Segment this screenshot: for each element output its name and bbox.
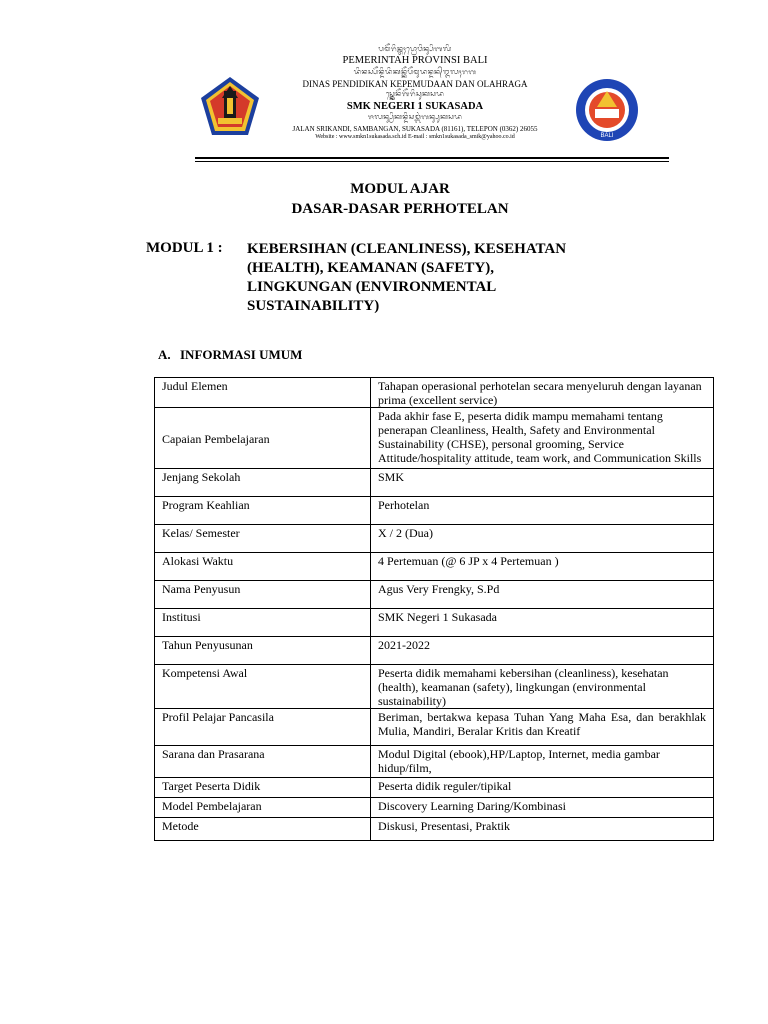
row-label: Jenjang Sekolah	[155, 469, 371, 497]
row-label: Kompetensi Awal	[155, 665, 371, 709]
table-row	[155, 525, 714, 553]
letterhead-rule	[195, 161, 669, 162]
modul-label: MODUL 1 :	[146, 240, 223, 256]
school-name: SMK NEGERI 1 SUKASADA	[346, 100, 484, 112]
row-label: Metode	[155, 818, 371, 841]
table-row	[155, 637, 714, 665]
modul-title-line: (HEALTH), KEAMANAN (SAFETY),	[247, 260, 494, 277]
table-row	[155, 581, 714, 609]
table-row	[155, 709, 714, 746]
letterhead-rule	[195, 157, 669, 159]
table-row	[155, 746, 714, 778]
row-label: Institusi	[155, 609, 371, 637]
table-row	[155, 778, 714, 798]
section-heading	[158, 347, 302, 363]
bali-province-emblem-logo	[200, 76, 260, 136]
modul-title-line: LINGKUNGAN (ENVIRONMENTAL	[247, 279, 497, 296]
table-row	[155, 818, 714, 841]
school-logo-text: BALI	[600, 133, 614, 139]
modul-title-line: KEBERSIHAN (CLEANLINESS), KESEHATAN	[247, 241, 567, 257]
row-label: Nama Penyusun	[155, 581, 371, 609]
row-label: Model Pembelajaran	[155, 798, 371, 818]
modul-title-line: SUSTAINABILITY)	[247, 298, 380, 315]
balinese-script-line: ᬚᬮᬦ᭄ᬲ᭄ᬭᬶᬓᬦ᭄ᬤᬶᬲᬫ᭄ᬩᬂᬕᬦ᭄ᬲᬸᬓᬲᬤ	[367, 113, 463, 121]
row-value: X / 2 (Dua)	[371, 525, 714, 553]
school-logo	[573, 77, 641, 143]
table-row	[155, 408, 714, 469]
section-title: INFORMASI UMUM	[180, 347, 303, 362]
section-letter: A.	[158, 347, 171, 362]
row-label: Program Keahlian	[155, 497, 371, 525]
row-value: Pada akhir fase E, peserta didik mampu memahami tentang penerapan Cleanliness, Health, Safety and Environmental Sustainability (CHSE), personal grooming, Service Attitude/hospitality attitude, team work, and Communication Skills	[371, 408, 714, 469]
row-value: Diskusi, Presentasi, Praktik	[371, 818, 714, 841]
table-row	[155, 665, 714, 709]
row-label: Alokasi Waktu	[155, 553, 371, 581]
row-value: 4 Pertemuan (@ 6 JP x 4 Pertemuan )	[371, 553, 714, 581]
document-subtitle: DASAR-DASAR PERHOTELAN	[291, 201, 509, 217]
table-row	[155, 553, 714, 581]
balinese-script-line: ᬲ᭄ᬫ᭄ᬓᬾᬦᭂᬕᭂᬭᬶᬲᬸᬓᬲᬤ	[385, 89, 445, 98]
row-label: Capaian Pembelajaran	[155, 408, 371, 469]
document-title: MODUL AJAR	[350, 181, 450, 197]
row-value: Tahapan operasional perhotelan secara menyeluruh dengan layanan prima (excellent service)	[371, 378, 714, 408]
row-label: Sarana dan Prasarana	[155, 746, 371, 778]
government-name: PEMERINTAH PROVINSI BALI	[342, 55, 488, 66]
table-row	[155, 497, 714, 525]
general-information-table	[154, 377, 714, 841]
school-website-email: Website : www.smkn1sukasada.sch.id E-mail : smkn1sukasada_smik@yahoo.co.id	[315, 134, 515, 140]
row-value: Perhotelan	[371, 497, 714, 525]
row-value: Beriman, bertakwa kepasa Tuhan Yang Maha Esa, dan berakhlak Mulia, Mandiri, Beralar Kritis dan Kreatif	[371, 709, 714, 746]
table-row	[155, 609, 714, 637]
letterhead	[195, 44, 669, 164]
row-value: SMK	[371, 469, 714, 497]
row-value: Agus Very Frengky, S.Pd	[371, 581, 714, 609]
row-value: Peserta didik reguler/tipikal	[371, 778, 714, 798]
modul-title	[247, 240, 566, 316]
balinese-script-line: ᬤᬶᬦᬲ᭄ᬧᭂᬦ᭄ᬤᬶᬤᬶᬓᬦ᭄ᬓᭂᬧᭂᬫᬸᬤᬦ᭄ᬤᬦ᭄ᬑᬮᬄᬭᬕ	[353, 67, 477, 76]
row-value: 2021-2022	[371, 637, 714, 665]
row-value: Peserta didik memahami kebersihan (cleanliness), kesehatan (health), keamanan (safety), lingkungan (environmental sustainability)	[371, 665, 714, 709]
row-label: Tahun Penyusunan	[155, 637, 371, 665]
table-row	[155, 378, 714, 408]
school-address: JALAN SRIKANDI, SAMBANGAN, SUKASADA (81161), TELEPON (0362) 26055	[292, 125, 538, 133]
row-label: Target Peserta Didik	[155, 778, 371, 798]
balinese-script-line: ᬧᬫᭂᬭᬶᬦ᭄ᬢᬄᬧ᭄ᬭᭀᬯᬶᬦ᭄ᬲᬶᬩᬮᬶ	[378, 45, 452, 53]
row-label: Profil Pelajar Pancasila	[155, 709, 371, 746]
row-value: Modul Digital (ebook),HP/Laptop, Internet, media gambar hidup/film,	[371, 746, 714, 778]
row-value: SMK Negeri 1 Sukasada	[371, 609, 714, 637]
table-row	[155, 469, 714, 497]
row-label: Judul Elemen	[155, 378, 371, 408]
row-label: Kelas/ Semester	[155, 525, 371, 553]
table-row	[155, 798, 714, 818]
agency-name: DINAS PENDIDIKAN KEPEMUDAAN DAN OLAHRAGA	[302, 78, 528, 89]
row-value: Discovery Learning Daring/Kombinasi	[371, 798, 714, 818]
